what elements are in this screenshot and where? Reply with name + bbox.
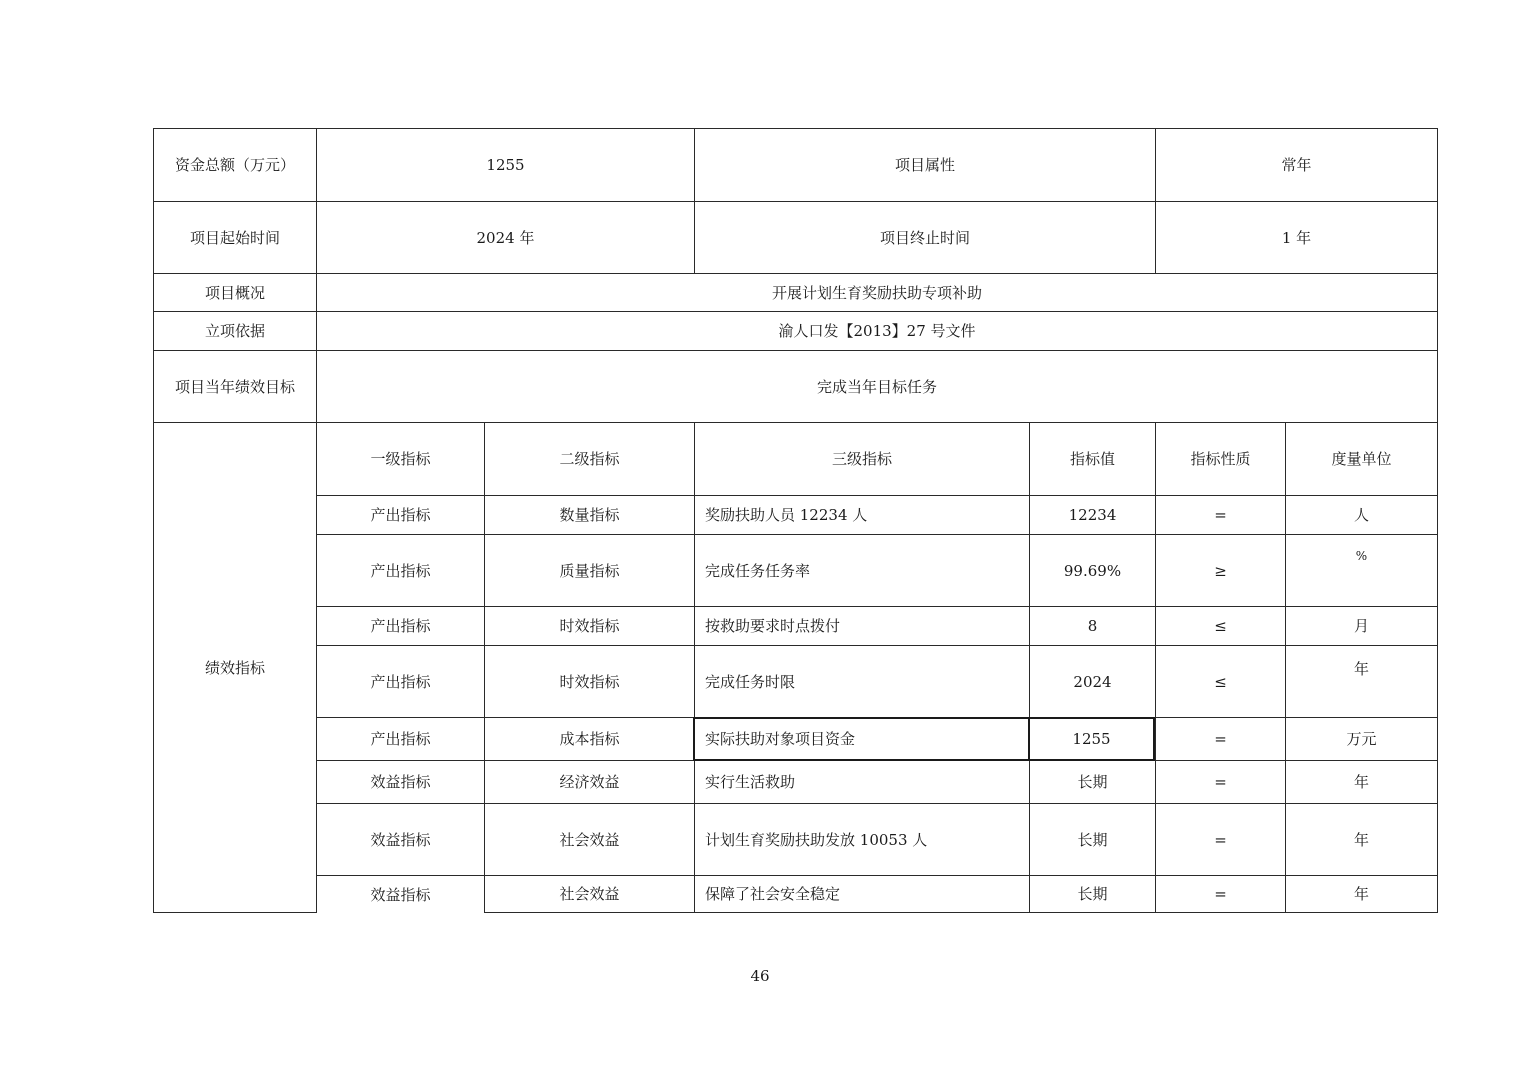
row-l2: 经济效益 <box>484 760 694 803</box>
row-l3: 保障了社会安全稳定 <box>694 875 1029 913</box>
row-unit: % <box>1285 534 1438 606</box>
overview-label: 项目概况 <box>153 273 316 311</box>
row-value: 8 <box>1029 606 1155 645</box>
row-l2: 社会效益 <box>484 803 694 875</box>
row-l3: 实际扶助对象项目资金 <box>693 717 1030 761</box>
row-value: 1255 <box>1028 717 1155 761</box>
row-l1: 产出指标 <box>316 495 484 534</box>
row-value: 长期 <box>1029 875 1155 913</box>
row-nature: = <box>1155 803 1285 875</box>
page-number: 46 <box>750 967 770 985</box>
basis-value: 渝人口发【2013】27 号文件 <box>316 311 1438 350</box>
row-l1: 产出指标 <box>316 606 484 645</box>
row-unit: 人 <box>1285 495 1438 534</box>
row-l3: 奖励扶助人员 12234 人 <box>694 495 1029 534</box>
row-l2: 成本指标 <box>484 717 694 760</box>
project-attr-label: 项目属性 <box>694 128 1155 201</box>
row-value: 12234 <box>1029 495 1155 534</box>
row-l3: 计划生育奖励扶助发放 10053 人 <box>694 803 1029 875</box>
row-l1: 效益指标 <box>316 803 484 875</box>
row-l1: 产出指标 <box>316 645 484 717</box>
row-l2: 质量指标 <box>484 534 694 606</box>
col-header-l2: 二级指标 <box>484 422 694 495</box>
row-l3: 实行生活救助 <box>694 760 1029 803</box>
row-value: 2024 <box>1029 645 1155 717</box>
row-unit: 年 <box>1285 645 1438 717</box>
end-time-value: 1 年 <box>1155 201 1438 273</box>
project-attr-value: 常年 <box>1155 128 1438 201</box>
row-l1: 产出指标 <box>316 534 484 606</box>
row-unit: 月 <box>1285 606 1438 645</box>
end-time-label: 项目终止时间 <box>694 201 1155 273</box>
row-nature: = <box>1155 717 1285 760</box>
row-unit: 年 <box>1285 760 1438 803</box>
start-time-value: 2024 年 <box>316 201 694 273</box>
basis-label: 立项依据 <box>153 311 316 350</box>
row-l3: 按救助要求时点拨付 <box>694 606 1029 645</box>
performance-table <box>153 128 1438 913</box>
row-nature: ≥ <box>1155 534 1285 606</box>
row-l2: 时效指标 <box>484 606 694 645</box>
overview-value: 开展计划生育奖励扶助专项补助 <box>316 273 1438 311</box>
row-unit: 年 <box>1285 875 1438 913</box>
row-value: 长期 <box>1029 803 1155 875</box>
col-header-nature: 指标性质 <box>1155 422 1285 495</box>
goal-label: 项目当年绩效目标 <box>153 350 316 422</box>
row-value: 长期 <box>1029 760 1155 803</box>
start-time-label: 项目起始时间 <box>153 201 316 273</box>
row-nature: = <box>1155 495 1285 534</box>
col-header-unit: 度量单位 <box>1285 422 1438 495</box>
fund-total-label: 资金总额（万元） <box>153 128 316 201</box>
fund-total-value: 1255 <box>316 128 694 201</box>
row-l2: 数量指标 <box>484 495 694 534</box>
col-header-l3: 三级指标 <box>694 422 1029 495</box>
row-unit: 万元 <box>1285 717 1438 760</box>
col-header-l1: 一级指标 <box>316 422 484 495</box>
row-l1: 效益指标 <box>316 875 484 913</box>
row-l3: 完成任务任务率 <box>694 534 1029 606</box>
row-nature: ≤ <box>1155 606 1285 645</box>
row-l2: 时效指标 <box>484 645 694 717</box>
row-l1: 产出指标 <box>316 717 484 760</box>
row-l3: 完成任务时限 <box>694 645 1029 717</box>
row-nature: = <box>1155 760 1285 803</box>
row-l1: 效益指标 <box>316 760 484 803</box>
row-unit: 年 <box>1285 803 1438 875</box>
row-l2: 社会效益 <box>484 875 694 913</box>
perf-label: 绩效指标 <box>153 422 316 913</box>
col-header-value: 指标值 <box>1029 422 1155 495</box>
goal-value: 完成当年目标任务 <box>316 350 1438 422</box>
row-value: 99.69% <box>1029 534 1155 606</box>
row-nature: = <box>1155 875 1285 913</box>
row-nature: ≤ <box>1155 645 1285 717</box>
